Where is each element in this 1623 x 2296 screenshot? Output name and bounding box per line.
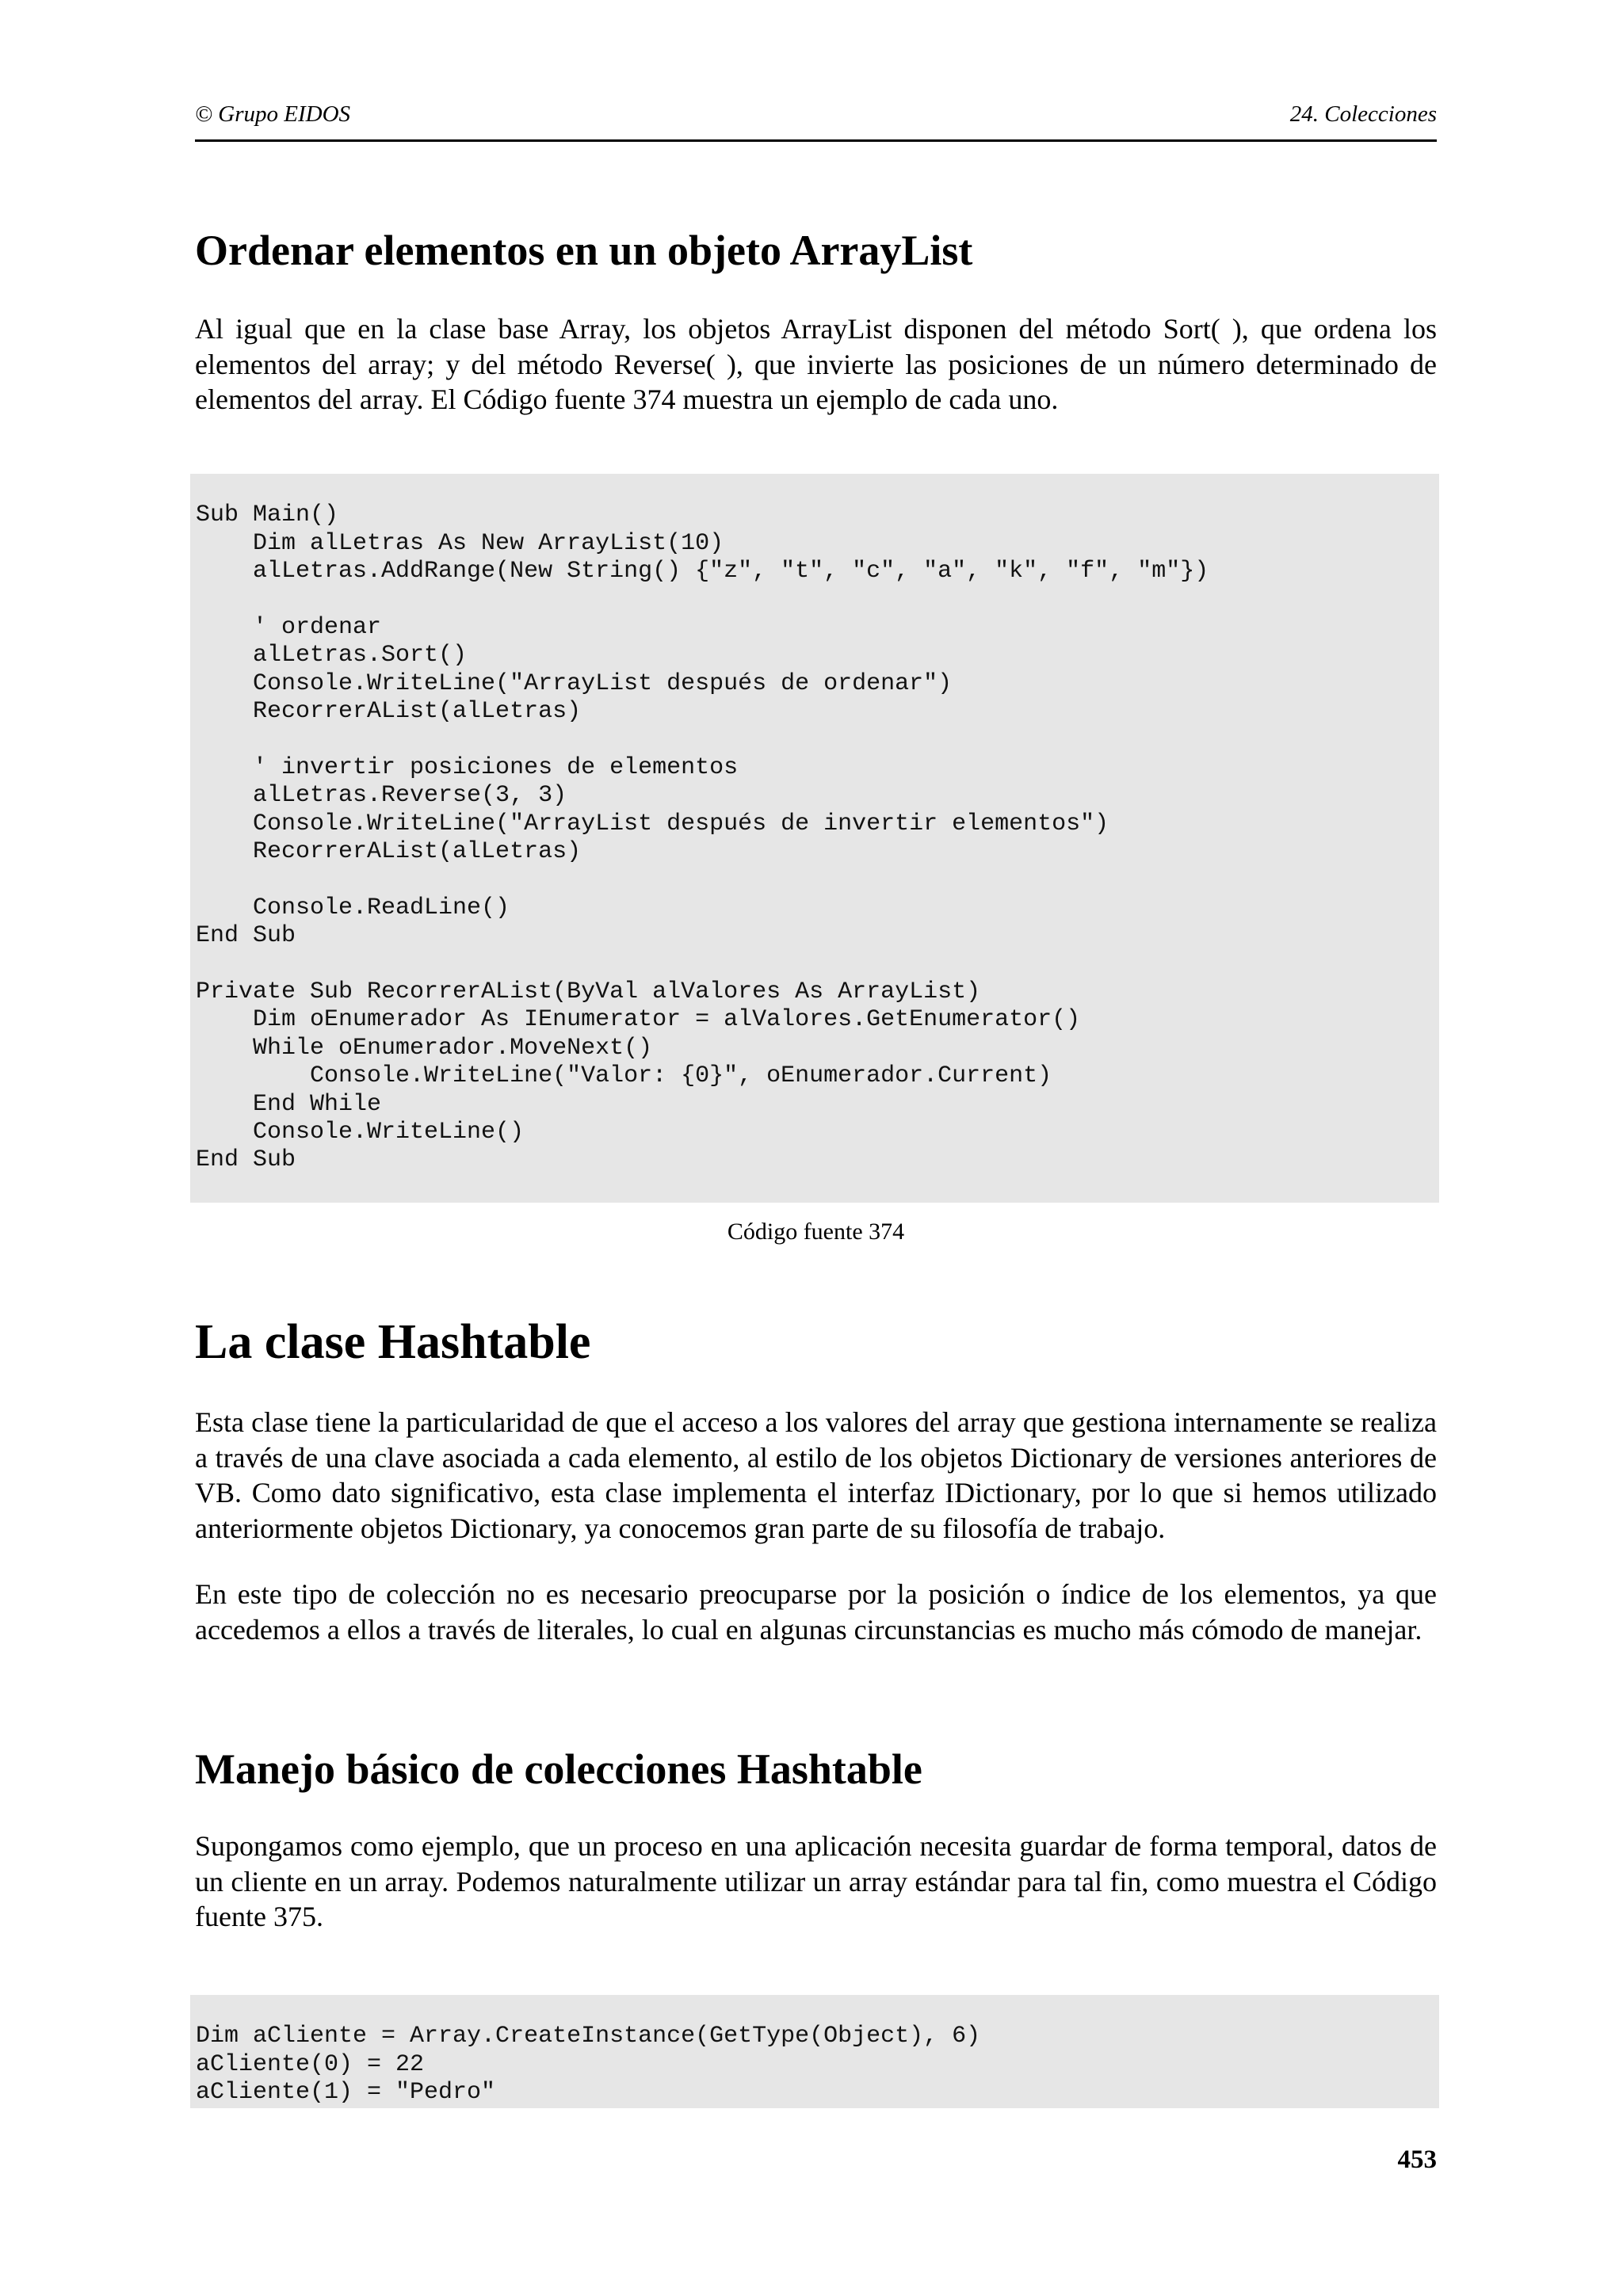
code-line: End Sub: [196, 922, 296, 950]
code-line: Dim oEnumerador As IEnumerator = alValores.GetEnumerator(): [196, 1006, 1081, 1034]
page-header: [195, 93, 1437, 142]
code-line: aCliente(0) = 22: [196, 2050, 425, 2078]
code-block-375: [190, 1995, 1439, 2108]
code-line: [196, 1175, 1439, 1203]
code-line: Dim aCliente = Array.CreateInstance(GetType(Object), 6): [196, 2023, 981, 2050]
code-line: [196, 951, 1439, 978]
code-line: [196, 1995, 1439, 2023]
code-line: ' invertir posiciones de elementos: [196, 753, 739, 781]
code-line: RecorrerAList(alLetras): [196, 838, 582, 866]
paragraph-hashtable-basic: Supongamos como ejemplo, que un proceso en una aplicación necesita guardar de forma temporal, datos de un cliente en un array. Podemos naturalmente utilizar un array estándar para tal fin, como muestra el Código fuente 375.: [195, 1830, 1437, 1932]
section-title-sort: Ordenar elementos en un objeto ArrayList: [195, 227, 973, 274]
code-line: aCliente(1) = "Pedro": [196, 2079, 496, 2107]
paragraph-sort: Al igual que en la clase base Array, los objetos ArrayList disponen del método Sort( ), que ordena los elementos del array; y del método Reverse( ), que invierte las posiciones de un número determinado de elementos del array. El Código fuente 374 muestra un ejemplo de cada uno.: [195, 313, 1437, 415]
code-line: Private Sub RecorrerAList(ByVal alValores As ArrayList): [196, 978, 981, 1006]
header-chapter: 24. Colecciones: [1289, 101, 1437, 127]
code-line: Console.ReadLine(): [196, 894, 510, 921]
code-line: Console.WriteLine("ArrayList después de invertir elementos"): [196, 810, 1109, 837]
code-line: ' ordenar: [196, 613, 382, 641]
code-line: Dim alLetras As New ArrayList(10): [196, 529, 724, 557]
code-line: While oEnumerador.MoveNext(): [196, 1034, 653, 1062]
section-title-hashtable: La clase Hashtable: [195, 1315, 591, 1369]
code-line: [196, 727, 1439, 754]
code-line: Console.WriteLine("Valor: {0}", oEnumerador.Current): [196, 1062, 1052, 1090]
paragraph-hashtable-2: En este tipo de colección no es necesario preocuparse por la posición o índice de los elementos, ya que accedemos a ellos a través de literales, lo cual en algunas circunstancias es mucho más cómodo de manejar.: [195, 1578, 1437, 1646]
code-caption-374: Código fuente 374: [727, 1219, 905, 1245]
code-line: [196, 866, 1439, 894]
code-line: Console.WriteLine("ArrayList después de ordenar"): [196, 669, 953, 697]
code-line: Sub Main(): [196, 502, 339, 529]
code-block-374: [190, 474, 1439, 1203]
code-line: Console.WriteLine(): [196, 1118, 525, 1146]
code-line: [196, 586, 1439, 614]
code-line: alLetras.AddRange(New String() {"z", "t", "c", "a", "k", "f", "m"}): [196, 558, 1209, 585]
code-line: End While: [196, 1090, 382, 1118]
section-title-hashtable-basic: Manejo básico de colecciones Hashtable: [195, 1745, 922, 1793]
code-line: alLetras.Reverse(3, 3): [196, 782, 567, 810]
header-publisher: © Grupo EIDOS: [195, 101, 351, 127]
code-line: [196, 474, 1439, 502]
code-line: End Sub: [196, 1146, 296, 1174]
code-line: RecorrerAList(alLetras): [196, 698, 582, 726]
code-line: alLetras.Sort(): [196, 642, 468, 669]
page-number: 453: [1397, 2145, 1437, 2174]
paragraph-hashtable-1: Esta clase tiene la particularidad de que el acceso a los valores del array que gestiona internamente se realiza a través de una clave asociada a cada elemento, al estilo de los objetos Dictionary de versiones anteriores de VB. Como dato significativo, esta clase implementa el interfaz IDictionary, por lo que si hemos utilizado anteriormente objetos Dictionary, ya conocemos gran parte de su filosofía de trabajo.: [195, 1406, 1437, 1544]
